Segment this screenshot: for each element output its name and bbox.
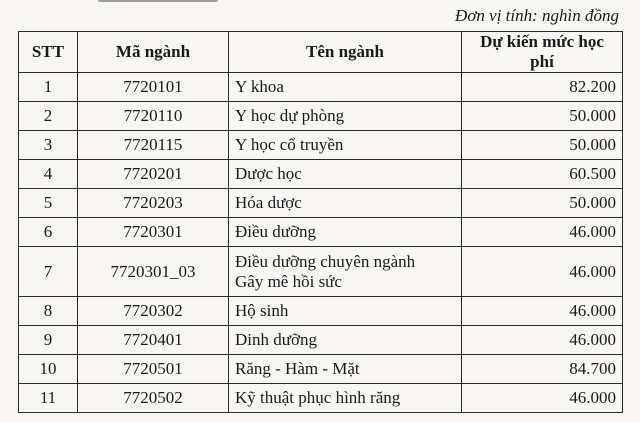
cell-name: Điều dưỡng <box>229 218 462 247</box>
header-row <box>19 32 623 73</box>
table-row <box>19 384 623 413</box>
table-row <box>19 247 623 297</box>
cell-stt: 10 <box>19 355 78 384</box>
cell-stt: 9 <box>19 326 78 355</box>
cell-fee: 82.200 <box>462 73 623 102</box>
cell-code: 7720110 <box>78 102 229 131</box>
header-stt: STT <box>19 32 78 73</box>
table-row <box>19 73 623 102</box>
cell-stt: 5 <box>19 189 78 218</box>
cell-fee: 46.000 <box>462 247 623 297</box>
cell-stt: 7 <box>19 247 78 297</box>
table-row <box>19 355 623 384</box>
table-row <box>19 189 623 218</box>
table-row <box>19 297 623 326</box>
cell-stt: 6 <box>19 218 78 247</box>
cell-stt: 11 <box>19 384 78 413</box>
header-name: Tên ngành <box>229 32 462 73</box>
table-row <box>19 326 623 355</box>
cell-fee: 84.700 <box>462 355 623 384</box>
cell-name: Dược học <box>229 160 462 189</box>
cell-fee: 50.000 <box>462 102 623 131</box>
cell-fee: 46.000 <box>462 326 623 355</box>
table-row <box>19 160 623 189</box>
cell-stt: 1 <box>19 73 78 102</box>
cell-code: 7720502 <box>78 384 229 413</box>
cell-code: 7720302 <box>78 297 229 326</box>
cell-code: 7720401 <box>78 326 229 355</box>
cell-name <box>229 247 462 297</box>
table-row <box>19 131 623 160</box>
tuition-fee-table <box>18 31 623 413</box>
cell-code: 7720301 <box>78 218 229 247</box>
cell-fee: 50.000 <box>462 189 623 218</box>
cell-stt: 8 <box>19 297 78 326</box>
table-row <box>19 102 623 131</box>
cell-name: Y học cổ truyền <box>229 131 462 160</box>
cell-name-line-1: Điều dưỡng chuyên ngành <box>235 251 416 271</box>
cell-code: 7720203 <box>78 189 229 218</box>
cell-code: 7720101 <box>78 73 229 102</box>
cell-name: Y khoa <box>229 73 462 102</box>
header-code: Mã ngành <box>78 32 229 73</box>
cell-name: Dinh dưỡng <box>229 326 462 355</box>
cell-name: Kỹ thuật phục hình răng <box>229 384 462 413</box>
cell-code: 7720301_03 <box>78 247 229 297</box>
cropped-text-fragment <box>98 0 218 2</box>
header-fee: Dự kiến mức học phí <box>462 32 623 73</box>
cell-fee: 46.000 <box>462 297 623 326</box>
table-body <box>19 73 623 413</box>
cell-stt: 2 <box>19 102 78 131</box>
cell-name: Hộ sinh <box>229 297 462 326</box>
cell-name-line-2: Gây mê hồi sức <box>235 271 342 291</box>
cell-name: Răng - Hàm - Mặt <box>229 355 462 384</box>
cell-stt: 4 <box>19 160 78 189</box>
unit-note: Đơn vị tính: nghìn đồng <box>455 6 619 25</box>
cell-name: Hóa dược <box>229 189 462 218</box>
cell-code: 7720115 <box>78 131 229 160</box>
table-row <box>19 218 623 247</box>
cell-name: Y học dự phòng <box>229 102 462 131</box>
cell-fee: 46.000 <box>462 384 623 413</box>
table-header <box>19 32 623 73</box>
cell-stt: 3 <box>19 131 78 160</box>
cell-code: 7720501 <box>78 355 229 384</box>
cell-fee: 46.000 <box>462 218 623 247</box>
cell-fee: 50.000 <box>462 131 623 160</box>
cell-fee: 60.500 <box>462 160 623 189</box>
cell-code: 7720201 <box>78 160 229 189</box>
